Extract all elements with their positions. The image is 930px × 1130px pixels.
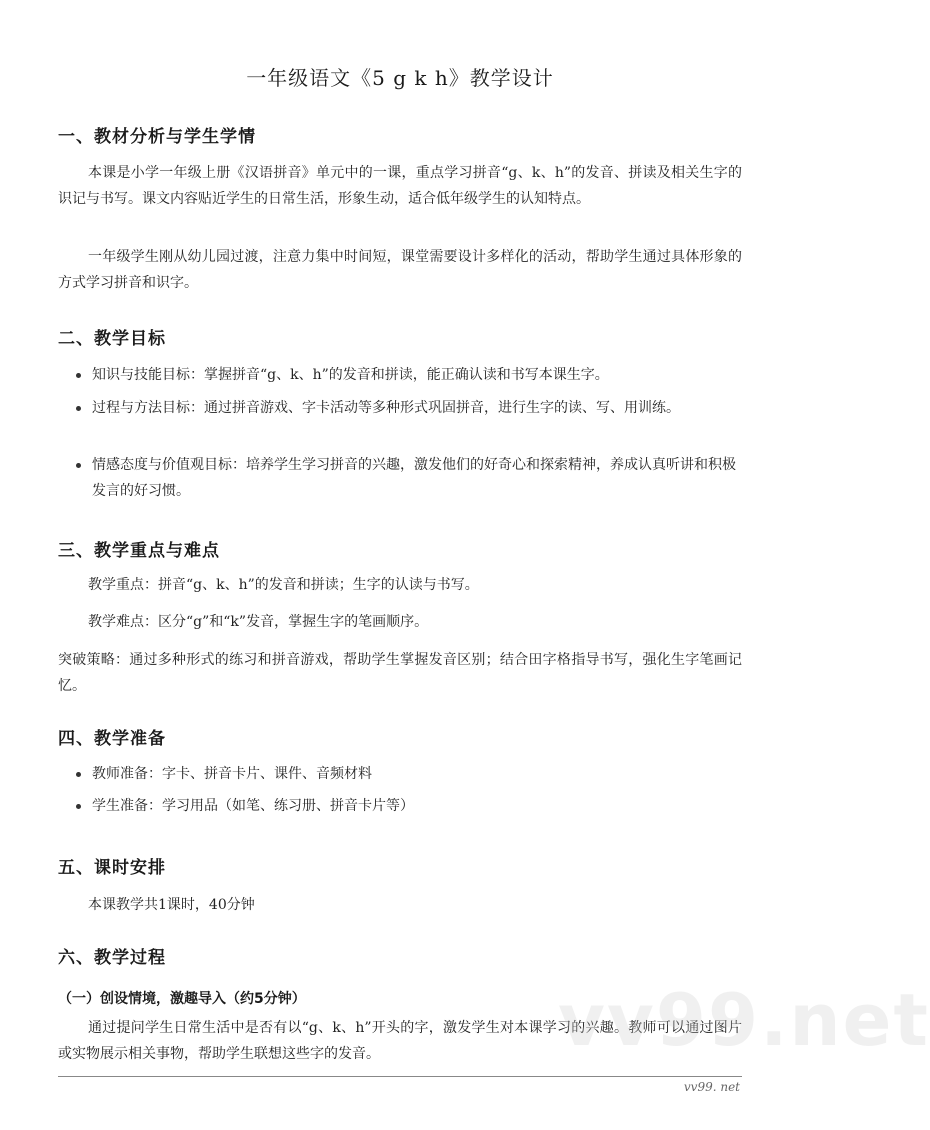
teaching-focus: 教学重点：拼音“g、k、h”的发音和拼读；生字的认读与书写。 [88,577,479,593]
objective-item: 情感态度与价值观目标：培养学生学习拼音的兴趣，激发他们的好奇心和探索精神，养成认真听讲和积极发言的好习惯。 [74,452,742,504]
bullet-dot-icon [76,406,81,411]
intro-paragraph: 通过提问学生日常生活中是否有以“g、k、h”开头的字，激发学生对本课学习的兴趣。教师可以通过图片或实物展示相关事物，帮助学生联想这些字的发音。 [58,1020,742,1062]
bullet-dot-icon [76,373,81,378]
section-heading-schedule: 五、课时安排 [58,858,166,878]
bullet-dot-icon [76,463,81,468]
objective-item: 过程与方法目标：通过拼音游戏、字卡活动等多种形式巩固拼音，进行生字的读、写、用训练。 [74,395,742,421]
preparation-item: 教师准备：字卡、拼音卡片、课件、音频材料 [74,761,742,787]
watermark-text: vv99.net [558,978,930,1062]
footer-site: vv99. net [683,1080,740,1094]
preparation-item: 学生准备：学习用品（如笔、练习册、拼音卡片等） [74,793,742,819]
bullet-dot-icon [76,804,81,809]
section-heading-key-points: 三、教学重点与难点 [58,541,220,561]
analysis-paragraph-2: 一年级学生刚从幼儿园过渡，注意力集中时间短，课堂需要设计多样化的活动，帮助学生通过具体形象的方式学习拼音和识字。 [58,249,742,291]
bullet-dot-icon [76,772,81,777]
subsection-heading-intro: （一）创设情境，激趣导入（约5分钟） [58,991,306,1007]
footer-divider [58,1076,742,1077]
section-heading-analysis: 一、教材分析与学生学情 [58,127,256,147]
section-heading-preparation: 四、教学准备 [58,729,166,749]
analysis-paragraph-1: 本课是小学一年级上册《汉语拼音》单元中的一课，重点学习拼音“g、k、h”的发音、拼读及相关生字的识记与书写。课文内容贴近学生的日常生活，形象生动，适合低年级学生的认知特点。 [58,165,742,207]
section-heading-objectives: 二、教学目标 [58,329,166,349]
section-heading-process: 六、教学过程 [58,948,166,968]
breakthrough-strategy: 突破策略：通过多种形式的练习和拼音游戏，帮助学生掌握发音区别；结合田字格指导书写，强化生字笔画记忆。 [58,652,742,694]
teaching-difficulty: 教学难点：区分“g”和“k”发音，掌握生字的笔画顺序。 [88,614,429,630]
document-title: 一年级语文《5 g k h》教学设计 [246,66,554,90]
schedule-text: 本课教学共1课时，40分钟 [88,897,255,913]
objective-item: 知识与技能目标：掌握拼音“g、k、h”的发音和拼读，能正确认读和书写本课生字。 [74,362,742,388]
